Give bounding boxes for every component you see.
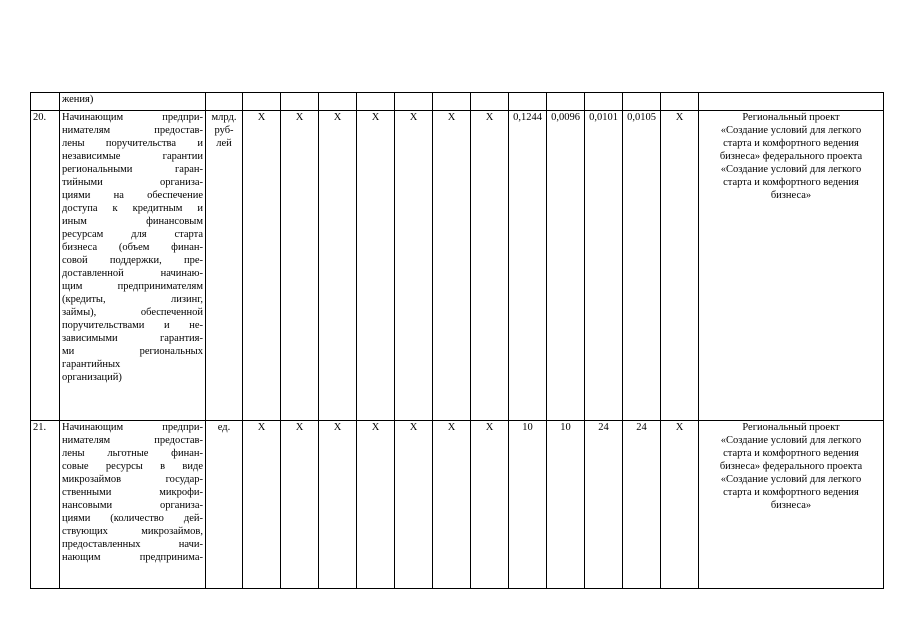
name-line: циями на обеспечение <box>62 190 203 201</box>
name-line: нающим предпринима- <box>62 552 203 563</box>
cell-col7 <box>357 93 395 111</box>
name-line: Начинающим предпри- <box>62 112 203 123</box>
name-tail: жения) <box>62 94 94 105</box>
name-line: лены поручительства и <box>62 138 203 149</box>
cell-col9 <box>433 93 471 111</box>
name-line: иным финансовым <box>62 216 203 227</box>
cell-col14 <box>623 93 661 111</box>
indicators-table <box>30 92 884 589</box>
name-line: доставленной начинаю- <box>62 268 203 279</box>
mark-cell: Х <box>433 421 471 589</box>
name-line: доступа к кредитным и <box>62 203 203 214</box>
source-line: бизнеса» <box>770 500 812 511</box>
cell-col5 <box>281 93 319 111</box>
mark-cell: Х <box>319 111 357 421</box>
mark-cell: Х <box>357 421 395 589</box>
name-line: совой поддержки, пре- <box>62 255 203 266</box>
name-line: ствующих микрозаймов, <box>62 526 203 537</box>
mark-cell: Х <box>433 111 471 421</box>
name-line: бизнеса (объем финан- <box>62 242 203 253</box>
row-number: 20. <box>31 111 60 421</box>
source-line: «Создание условий для легкого <box>720 435 862 446</box>
indicator-name <box>60 111 206 421</box>
value-cell: 24 <box>585 421 623 589</box>
mark-cell: Х <box>357 111 395 421</box>
source-line: «Создание условий для легкого <box>720 125 862 136</box>
name-line: зависимыми гарантия- <box>62 333 203 344</box>
name-line: тийными организа- <box>62 177 203 188</box>
name-line: щим предпринимателям <box>62 281 203 292</box>
mark-cell: Х <box>395 111 433 421</box>
source-line: бизнеса» федерального проекта <box>719 151 863 162</box>
source-line: «Создание условий для легкого <box>720 164 862 175</box>
source-line: бизнеса» федерального проекта <box>719 461 863 472</box>
value-cell: 0,0101 <box>585 111 623 421</box>
mark-cell: Х <box>281 421 319 589</box>
mark-cell: Х <box>319 421 357 589</box>
cell-name <box>60 93 206 111</box>
value-cell: 10 <box>509 421 547 589</box>
value-cell: 0,0096 <box>547 111 585 421</box>
source-line: старта и комфортного ведения <box>723 448 859 459</box>
indicator-name <box>60 421 206 589</box>
unit-cell <box>206 421 243 589</box>
source-line: «Создание условий для легкого <box>720 474 862 485</box>
name-line: нимателям предостав- <box>62 435 203 446</box>
table-row-20 <box>31 111 884 421</box>
name-line: займы), обеспеченной <box>62 307 203 318</box>
value-cell: 10 <box>547 421 585 589</box>
value-cell: 24 <box>623 421 661 589</box>
unit-line: руб- <box>214 125 234 136</box>
cell-source <box>699 93 884 111</box>
mark-cell: Х <box>471 421 509 589</box>
name-line: нансовыми организа- <box>62 500 203 511</box>
cell-num <box>31 93 60 111</box>
name-line: совые ресурсы в виде <box>62 461 203 472</box>
cell-col8 <box>395 93 433 111</box>
cell-col10 <box>471 93 509 111</box>
cell-col13 <box>585 93 623 111</box>
table-row-continuation <box>31 93 884 111</box>
name-line: поручительствами и не- <box>62 320 203 331</box>
mark-cell-end: Х <box>661 111 699 421</box>
name-line: независимые гарантии <box>62 151 203 162</box>
source-line: старта и комфортного ведения <box>723 487 859 498</box>
source-line: старта и комфортного ведения <box>723 138 859 149</box>
cell-col15 <box>661 93 699 111</box>
name-line: нимателям предостав- <box>62 125 203 136</box>
cell-col6 <box>319 93 357 111</box>
name-line: Начинающим предпри- <box>62 422 203 433</box>
value-cell: 0,0105 <box>623 111 661 421</box>
cell-col4 <box>243 93 281 111</box>
unit-line: ед. <box>217 422 231 433</box>
mark-cell-end: Х <box>661 421 699 589</box>
name-line: лены льготные финан- <box>62 448 203 459</box>
unit-line: лей <box>216 138 232 149</box>
source-cell <box>699 111 884 421</box>
name-line: гарантийных <box>62 359 121 370</box>
mark-cell: Х <box>471 111 509 421</box>
cell-unit <box>206 93 243 111</box>
name-line: микрозаймов государ- <box>62 474 203 485</box>
name-line: (кредиты, лизинг, <box>62 294 203 305</box>
source-line: Региональный проект <box>742 422 840 433</box>
name-line: предоставленных начи- <box>62 539 203 550</box>
unit-cell <box>206 111 243 421</box>
name-line: циями (количество дей- <box>62 513 203 524</box>
name-line: ственными микрофи- <box>62 487 203 498</box>
source-line: бизнеса» <box>770 190 812 201</box>
mark-cell: Х <box>243 421 281 589</box>
source-line: старта и комфортного ведения <box>723 177 859 188</box>
cell-col11 <box>509 93 547 111</box>
name-line: региональными гаран- <box>62 164 203 175</box>
name-line: ресурсам для старта <box>62 229 203 240</box>
source-cell <box>699 421 884 589</box>
name-line: ми региональных <box>62 346 203 357</box>
table-row-21 <box>31 421 884 589</box>
unit-line: млрд. <box>211 112 237 123</box>
source-line: Региональный проект <box>742 112 840 123</box>
mark-cell: Х <box>281 111 319 421</box>
value-cell: 0,1244 <box>509 111 547 421</box>
row-number: 21. <box>31 421 60 589</box>
name-line: организаций) <box>62 372 122 383</box>
mark-cell: Х <box>243 111 281 421</box>
mark-cell: Х <box>395 421 433 589</box>
cell-col12 <box>547 93 585 111</box>
